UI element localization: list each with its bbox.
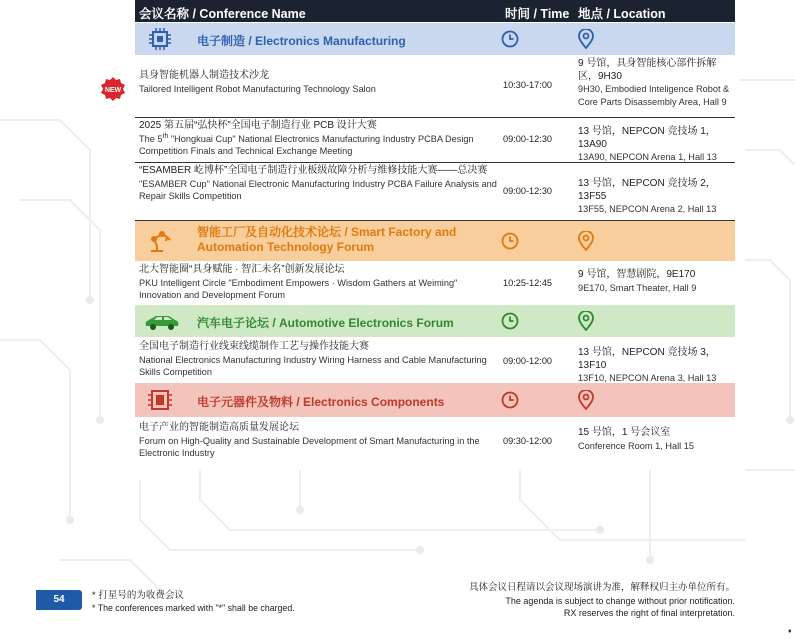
table-header — [135, 0, 735, 22]
location-zh: 15 号馆，1 号会议室 — [578, 427, 671, 438]
clock-icon — [501, 391, 519, 409]
robot-arm-icon — [147, 229, 173, 253]
conference-time: 09:00-12:30 — [503, 134, 553, 144]
header-conference-name: 会议名称 / Conference Name — [139, 7, 306, 21]
disclaimer-en-2: RX reserves the right of final interpretation. — [563, 608, 735, 618]
conference-time: 09:30-12:00 — [503, 436, 553, 446]
header-location: 地点 / Location — [578, 7, 666, 21]
conference-name-en: The 5th "Hongkuai Cup" National Electronics Manufacturing Industry PCBA Design Competition Finals and Technical Exchange Meeting — [139, 132, 474, 156]
clock-icon — [501, 30, 519, 48]
footer-note-zh: * 打星号的为收费会议 — [92, 590, 184, 601]
conference-name-en: National Electronics Manufacturing Industry Wiring Harness and Cable Manufacturing Skills Competition — [139, 354, 487, 377]
new-badge-label: NEW — [104, 87, 122, 94]
location-en: 13F55, NEPCON Arena 2, Hall 13 — [578, 204, 717, 214]
location-zh: 9 号馆，具身智能核心部件拆解区，9H30 — [578, 58, 717, 82]
footer-note — [92, 589, 295, 615]
category-smart-factory — [135, 221, 735, 261]
category-title: 智能工厂及自动化技术论坛 / Smart Factory and Automation Technology Forum — [197, 225, 457, 254]
location-zh: 9 号馆，智慧剧院，9E170 — [578, 269, 696, 280]
category-title: 电子元器件及物料 / Electronics Components — [197, 395, 445, 409]
conference-name-en: PKU Intelligent Circle "Embodiment Empowers · Wisdom Gathers at Weiming" Innovation and Development Forum — [139, 277, 458, 300]
new-badge — [100, 76, 126, 102]
conference-name-zh: 北大智能圈“具身赋能 · 智汇未名”创新发展论坛 — [139, 264, 345, 275]
conference-time: 09:00-12:00 — [503, 356, 553, 366]
car-icon — [139, 309, 185, 333]
conference-name-en: Forum on High-Quality and Sustainable Development of Smart Manufacturing in the Electronic Industry — [139, 435, 480, 458]
clock-icon — [501, 312, 519, 330]
corner-mark: ♦ — [788, 628, 792, 635]
conference-time: 09:00-12:30 — [503, 186, 553, 196]
chip-icon — [147, 27, 173, 51]
conference-name-en: "ESAMBER Cup" National Electronic Manufacturing Industry PCBA Failure Analysis and Repair Skills Competition — [139, 178, 497, 201]
footer-disclaimer — [469, 582, 735, 620]
category-automotive-electronics — [135, 305, 735, 337]
table-row — [135, 118, 735, 163]
conference-time: 10:25-12:45 — [503, 278, 553, 288]
location-pin-icon — [577, 311, 595, 331]
conference-name-zh: 具身智能机器人制造技术沙龙 — [139, 70, 269, 81]
disclaimer-en-1: The agenda is subject to change without prior notification. — [505, 595, 735, 606]
clock-icon — [501, 232, 519, 250]
disclaimer-zh: 具体会议日程请以会议现场演讲为准，解释权归主办单位所有。 — [468, 582, 735, 593]
table-row — [135, 55, 735, 118]
location-en: 9E170, Smart Theater, Hall 9 — [578, 282, 697, 293]
location-pin-icon — [577, 390, 595, 410]
category-electronics-manufacturing — [135, 23, 735, 55]
location-pin-icon — [577, 231, 595, 251]
category-title: 汽车电子论坛 / Automotive Electronics Forum — [197, 316, 454, 330]
conference-name-zh: “ESAMBER 屹博杯”全国电子制造行业板级故障分析与维修技能大赛——总决赛 — [139, 165, 488, 176]
category-title: 电子制造 / Electronics Manufacturing — [197, 34, 406, 48]
location-zh: 13 号馆，NEPCON 竞技场 3，13F10 — [578, 347, 716, 371]
page-number: 54 — [36, 590, 82, 610]
conference-name-zh: 2025 第五届“弘快杯”全国电子制造行业 PCB 设计大赛 — [139, 120, 377, 131]
location-zh: 13 号馆，NEPCON 竞技场 2，13F55 — [578, 178, 716, 202]
table-row — [135, 163, 735, 221]
table-row — [135, 261, 735, 305]
component-icon — [147, 388, 173, 412]
conference-name-zh: 全国电子制造行业线束线缆制作工艺与操作技能大赛 — [139, 341, 369, 352]
location-pin-icon — [577, 29, 595, 49]
location-en: 13F10, NEPCON Arena 3, Hall 13 — [578, 373, 717, 383]
table-row — [135, 337, 735, 383]
conference-time: 10:30-17:00 — [503, 80, 553, 90]
table-row — [135, 417, 735, 463]
location-en: Conference Room 1, Hall 15 — [578, 440, 694, 451]
conference-name-en: Tailored Intelligent Robot Manufacturing Technology Salon — [139, 83, 376, 94]
conference-name-zh: 电子产业的智能制造高质量发展论坛 — [139, 422, 299, 433]
location-zh: 13 号馆，NEPCON 竞技场 1，13A90 — [578, 126, 716, 150]
header-time: 时间 / Time — [505, 7, 570, 21]
category-electronics-components — [135, 383, 735, 417]
location-en: 13A90, NEPCON Arena 1, Hall 13 — [578, 152, 717, 162]
footer-note-en: * The conferences marked with "*" shall be charged. — [92, 603, 295, 613]
location-en: 9H30, Embodied Inteligence Robot & Core Parts Disassembly Area, Hall 9 — [578, 84, 730, 107]
conference-table — [135, 0, 735, 463]
